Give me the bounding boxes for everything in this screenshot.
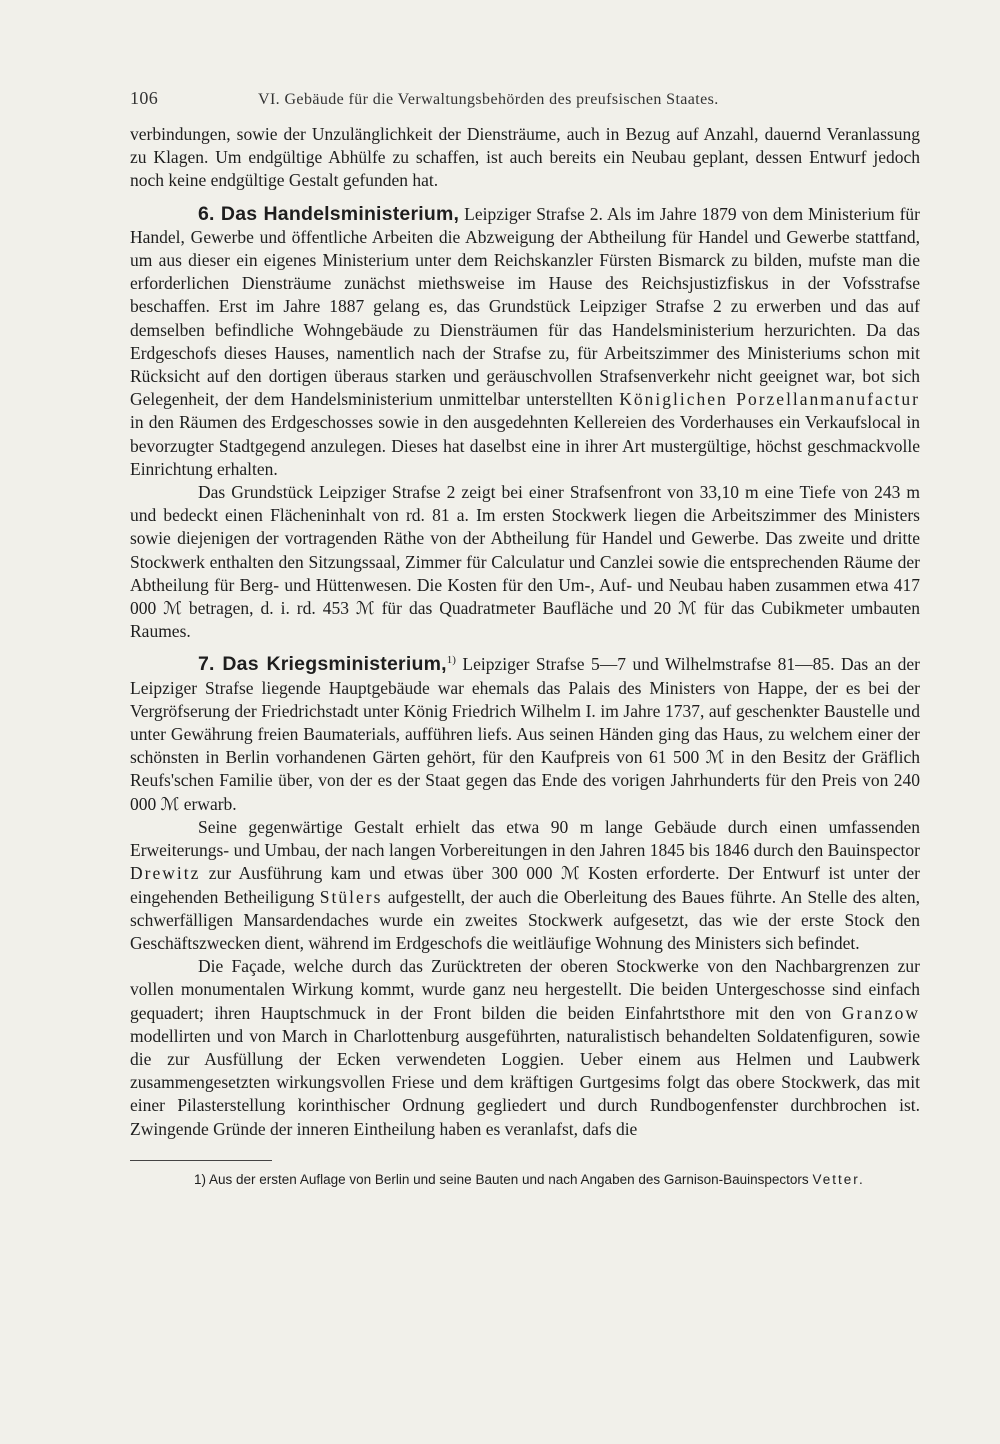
section-6-text-b: in den Räumen des Erdgeschosses sowie in den ausgedehnten Kellereien des Vorderhauses ein Verkaufslocal in bevorzugter Stadtgegend anzulegen. Dieses hat daselbst eine in ihrer Art mustergültige, höchst geschmackvolle Einrichtung erhalten.: [130, 412, 920, 479]
footnote-reference: 1): [446, 654, 456, 667]
section-6-paragraph-2: Das Grundstück Leipziger Strafse 2 zeigt bei einer Strafsenfront von 33,10 m eine Tiefe von 243 m und bedeckt einen Flächeninhalt von rd. 81 a. Im ersten Stockwerk liegen die Arbeitszimmer des Ministers sowie diejenigen der vortragenden Räthe von der Abtheilung für Handel und Gewerbe. Das zweite und dritte Stockwerk enthalten den Sitzungssaal, Zimmer für Calculatur und Canzlei sowie die entsprechenden Räume der Abtheilung für Berg- und Hüttenwesen. Die Kosten für den Um-, Auf- und Neubau haben zusammen etwa 417 000 ℳ betragen, d. i. rd. 453 ℳ für das Quadratmeter Baufläche und 20 ℳ für das Cubikmeter umbauten Raumes.: [130, 482, 920, 642]
section-7-p2-text-a: Seine gegenwärtige Gestalt erhielt das etwa 90 m lange Gebäude durch einen umfassenden Erweiterungs- und Umbau, der nach langen Vorbereitungen in den Jahren 1845 bis 1846 durch den Bauinspector: [130, 816, 920, 861]
section-7-paragraph-3: [130, 955, 920, 1141]
footnote-text: Aus der ersten Auflage von Berlin und seine Bauten und nach Angaben des Garnison-Bauinspectors: [206, 1171, 813, 1187]
section-7-p2-text-c: aufgestellt, der auch die Oberleitung des Baues führte. An Stelle des alten, schwerfälligen Mansardendaches wurde ein zweites Stockwerk aufgesetzt, das wie der erste Stock den Geschäftszwecken dient, während im Erdgeschofs die weitläufige Wohnung des Ministers sich befindet.: [130, 886, 920, 953]
section-7-p3-text-a: Die Façade, welche durch das Zurücktreten der oberen Stockwerke von den Nachbargrenzen zur vollen monumentalen Wirkung kommt, wurde ganz neu hergestellt. Die beiden Untergeschosse sind einfach gequadert; ihren Hauptschmuck in der Front bilden die beiden Einfahrtsthore mit den von: [130, 956, 920, 1023]
name-vetter: Vetter.: [812, 1171, 865, 1187]
running-title: VI. Gebäude für die Verwaltungsbehörden des preufsischen Staates.: [258, 91, 719, 108]
name-stuelers: Stülers: [319, 886, 383, 907]
footnote-mark: 1): [194, 1171, 207, 1187]
name-granzow: Granzow: [841, 1002, 920, 1023]
section-7-paragraph-2: [130, 816, 920, 955]
footnote-divider: [130, 1160, 272, 1161]
footnote: [130, 1171, 920, 1188]
name-drewitz: Drewitz: [130, 863, 201, 884]
body-text: [130, 123, 920, 1141]
section-6-heading: 6. Das Handelsministerium,: [198, 202, 460, 225]
section-6-text-a: Leipziger Strafse 2. Als im Jahre 1879 von dem Ministerium für Handel, Gewerbe und öffentliche Arbeiten die Abzweigung der Abtheilung für Handel und Gewerbe stattfand, um aus dieser ein eigenes Ministerium unter dem Reichskanzler Fürsten Bismarck zu bilden, mufste man die erforderlichen Diensträume zunächst miethsweise im Hause des Reichsjustizfiskus in der Vofsstrafse beschaffen. Erst im Jahre 1887 gelang es, das Grundstück Leipziger Strafse 2 zu erwerben und das auf demselben befindliche Wohngebäude zu Diensträumen für das Handelsministerium herzurichten. Da das Erdgeschofs dieses Hauses, namentlich nach der Strafse zu, für Arbeitszimmer des Ministeriums schon mit Rücksicht auf den dortigen überaus starken und geräuschvollen Strafsenverkehr nicht geeignet war, bot sich Gelegenheit, der dem Handelsministerium unmittelbar unterstellten: [130, 203, 920, 410]
porzellanmanufactur-emphasis: Königlichen Porzellanmanufactur: [619, 389, 920, 410]
running-header: [130, 88, 920, 109]
section-7-p3-text-b: modellirten und von March in Charlottenburg ausgeführten, naturalistisch behandelten Soldatenfiguren, sowie die zur Ausfüllung der Ecken verwendeten Loggien. Ueber einem aus Helmen und Laubwerk zusammengesetzten wirkungsvollen Friese und dem kräftigen Gurtgesims folgt das obere Stockwerk, das mit einer Pilasterstellung korinthischer Ordnung gegliedert und durch Rundbogenfenster durchbrochen ist. Zwingende Gründe der inneren Eintheilung haben es veranlafst, dafs die: [130, 1025, 920, 1139]
section-7-p2-text-b: zur Ausführung kam und etwas über 300 000 ℳ Kosten erforderte. Der Entwurf ist unter der eingehenden Betheiligung: [130, 863, 920, 907]
section-7-heading: 7. Das Kriegsministerium,: [198, 653, 447, 676]
section-6-paragraph-1: [130, 203, 920, 481]
section-7-text: Leipziger Strafse 5—7 und Wilhelmstrafse 81—85. Das an der Leipziger Strafse liegende Hauptgebäude war ehemals das Palais des Ministers von Happe, der es bei der Vergröfserung der Friedrichstadt unter König Friedrich Wilhelm I. im Jahre 1737, auf geschenkter Baustelle und unter Gewährung freien Baumaterials, aufführen liefs. Aus seinen Händen ging das Haus, zu welchem einer der schönsten in Berlin vorhandenen Gärten gehört, für den Kaufpreis von 61 500 ℳ in den Besitz der Gräflich Reufs'schen Familie über, von der es der Staat gegen das Ende des vorigen Jahrhunderts für den Preis von 240 000 ℳ erwarb.: [130, 654, 920, 814]
document-page: [130, 88, 920, 1188]
page-number: 106: [130, 88, 159, 108]
section-7-paragraph-1: [130, 653, 920, 815]
intro-paragraph: verbindungen, sowie der Unzulänglichkeit der Diensträume, auch in Bezug auf Anzahl, dauernd Veranlassung zu Klagen. Um endgültige Abhülfe zu schaffen, ist auch bereits ein Neubau geplant, dessen Entwurf jedoch noch keine endgültige Gestalt gefunden hat.: [130, 124, 920, 191]
